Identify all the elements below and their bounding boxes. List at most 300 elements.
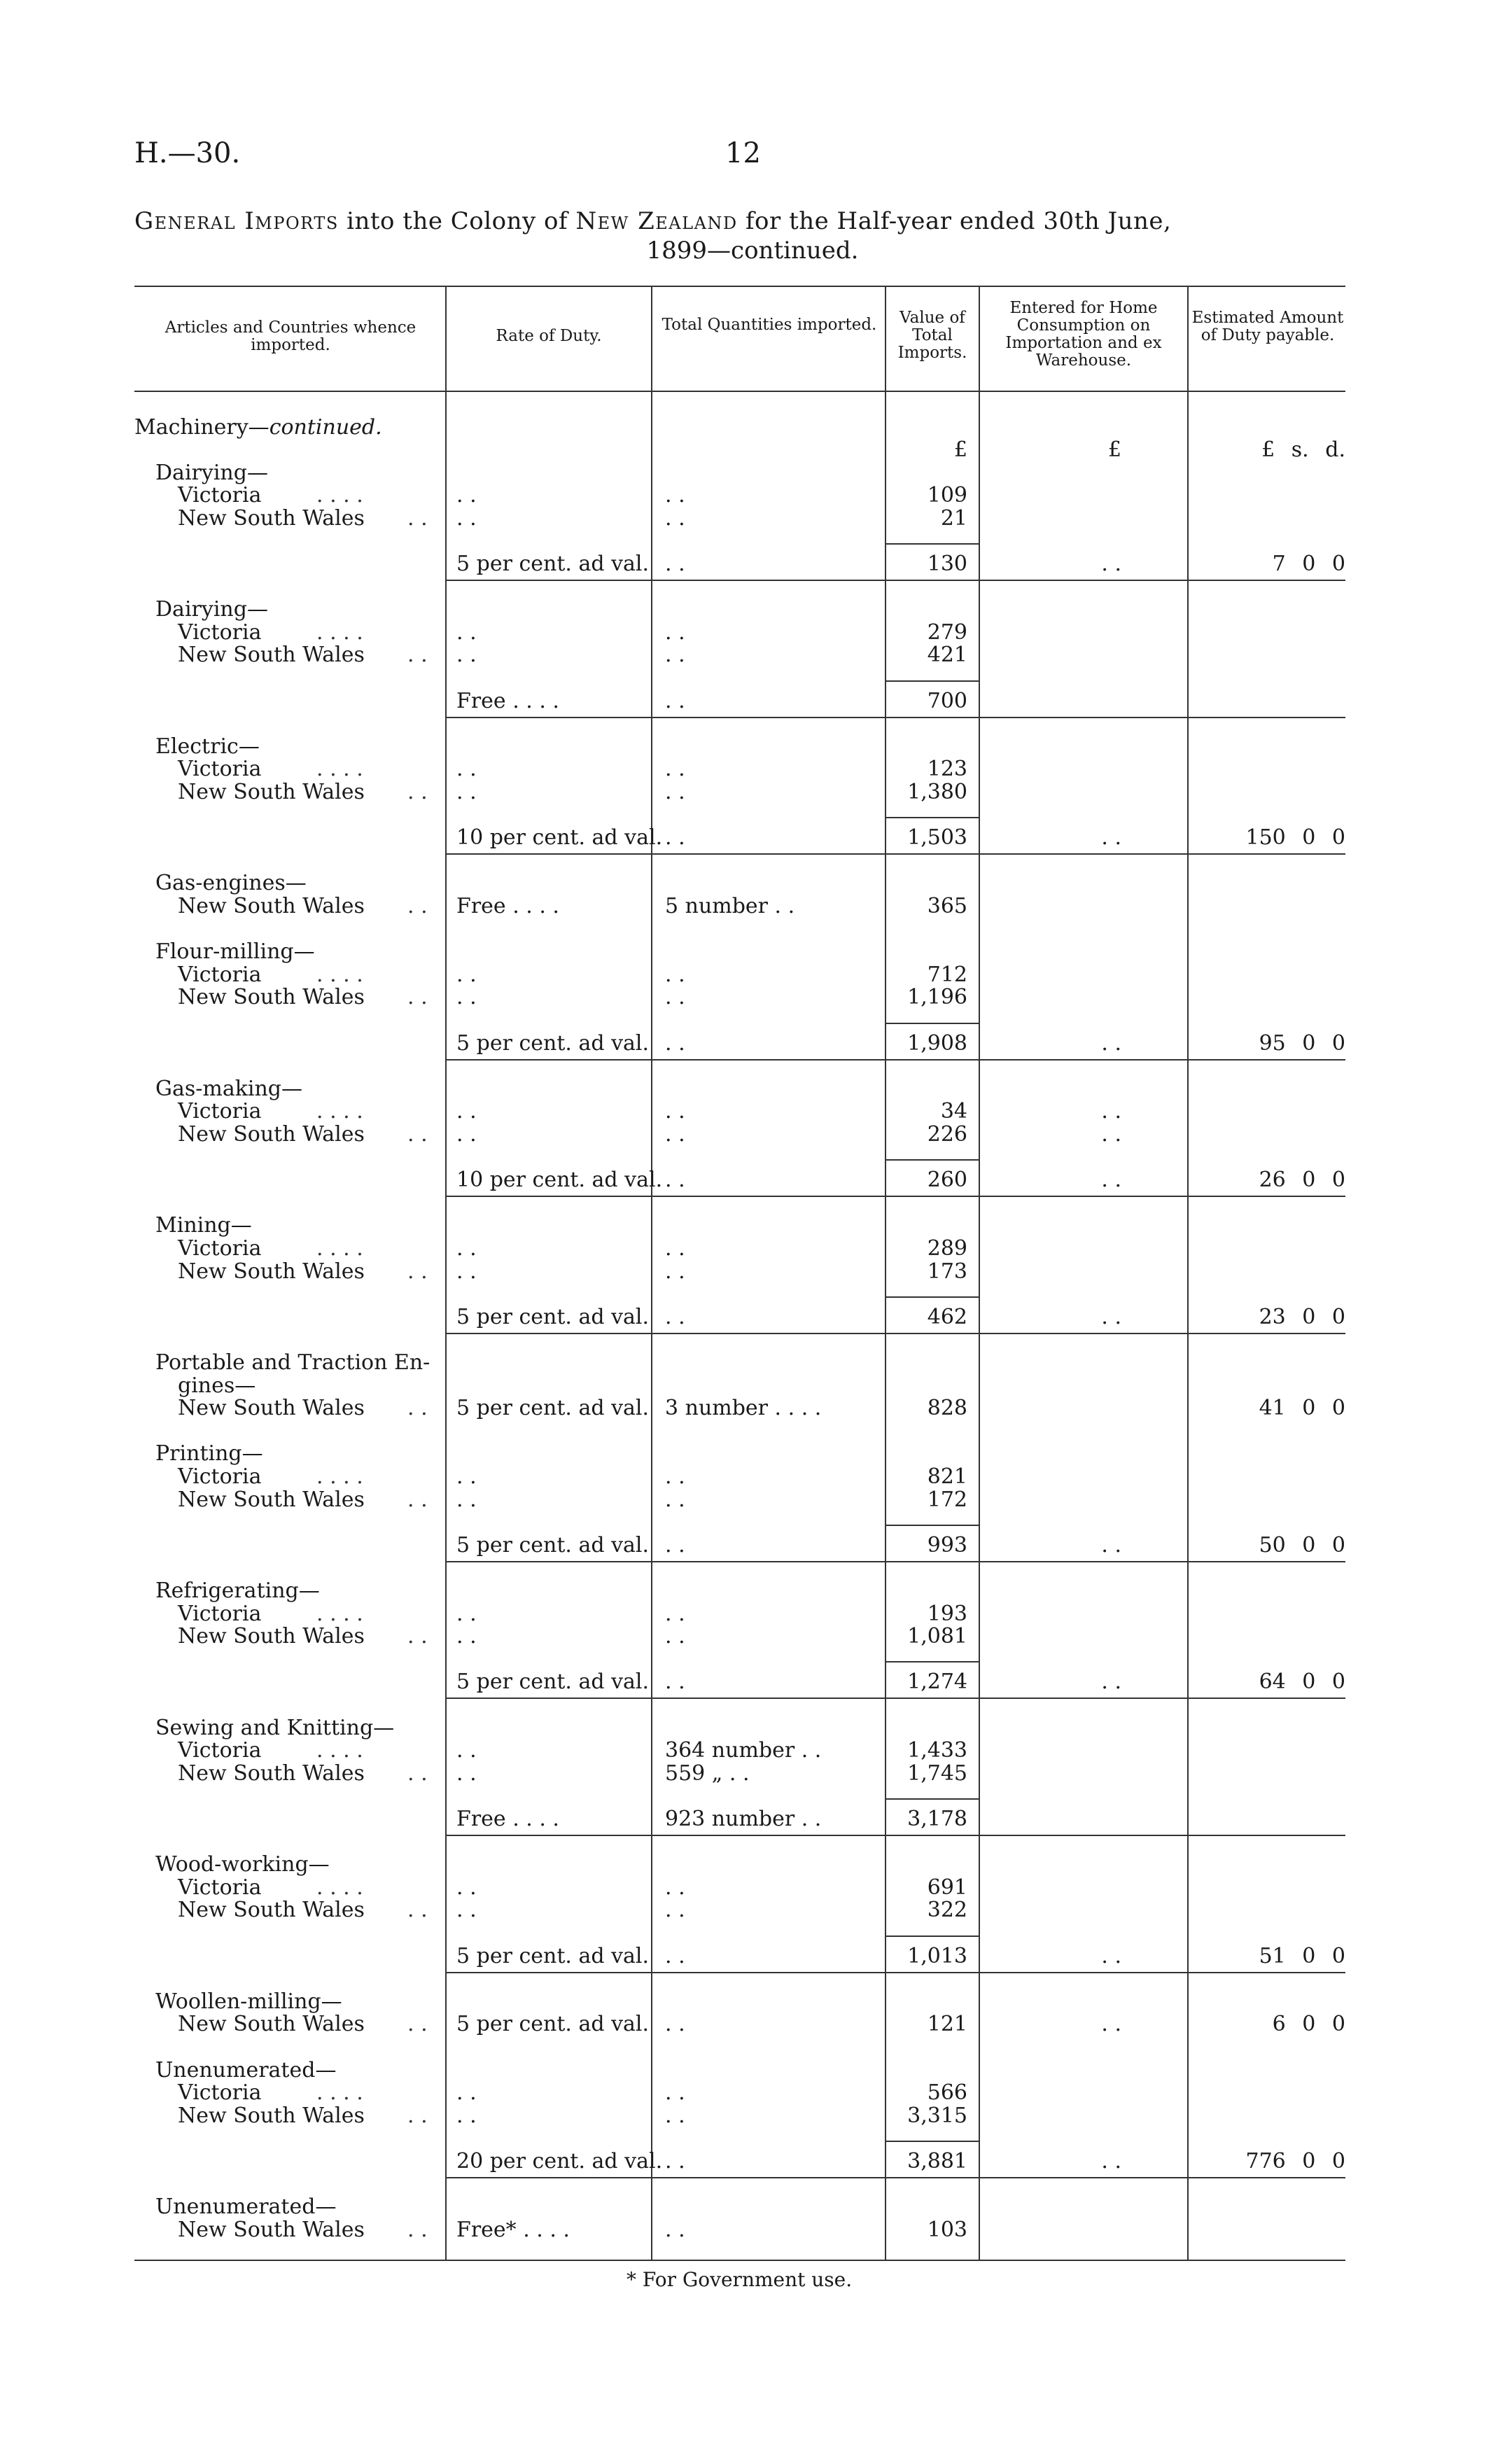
leader-dots: . . (407, 1624, 428, 1648)
rate-of-duty: 20 per cent. ad val. (456, 2149, 663, 2174)
total-value: 1,433 (907, 1738, 967, 1763)
rate-of-duty: . . (456, 1761, 477, 1786)
estimated-duty: 41 0 0 (1259, 1396, 1345, 1420)
total-rule (445, 1196, 651, 1197)
country-label: New South Wales (178, 1761, 365, 1786)
total-rule (445, 1972, 651, 1973)
category-label: Dairying— (155, 597, 268, 622)
leader-dots: . . (407, 985, 428, 1009)
total-value: 172 (927, 1488, 967, 1512)
total-rule (445, 1333, 651, 1334)
table-row (134, 1738, 1345, 1762)
rate-of-duty: . . (456, 1259, 477, 1284)
country-label: Victoria (178, 757, 262, 781)
total-quantity: 5 number . . (665, 894, 795, 918)
home-consumption: . . (1101, 1305, 1121, 1329)
estimated-duty: 26 0 0 (1259, 1168, 1345, 1192)
total-value: 1,745 (907, 1761, 967, 1786)
total-rule (445, 580, 651, 581)
total-rule (445, 853, 651, 855)
category-label: Unenumerated— (155, 2058, 337, 2082)
home-consumption: . . (1101, 552, 1121, 576)
total-quantity: . . (665, 2104, 685, 2128)
category-label: Portable and Traction En- (155, 1350, 430, 1375)
col-header-home: Entered for Home Consumption on Importation and ex Warehouse. (1005, 299, 1162, 370)
estimated-duty: 64 0 0 (1259, 1670, 1345, 1694)
total-quantity: . . (665, 1168, 685, 1192)
total-rule (445, 1561, 651, 1562)
country-label: New South Wales (178, 2218, 365, 2242)
total-value: 322 (927, 1898, 967, 1922)
table-row (134, 1236, 1345, 1260)
total-rule (885, 717, 979, 718)
total-rule (445, 1059, 651, 1060)
total-rule (885, 853, 979, 855)
total-quantity: . . (665, 643, 685, 667)
total-quantity: . . (665, 620, 685, 645)
header-top-rule (134, 286, 1345, 287)
total-rule (445, 2177, 651, 2178)
home-consumption: . . (1101, 1099, 1121, 1124)
total-rule (979, 717, 1187, 718)
category-row (134, 2194, 1345, 2218)
total-value: 365 (927, 894, 967, 918)
rate-of-duty: . . (456, 1602, 477, 1626)
category-row (134, 1578, 1345, 1602)
leader-dots: . . . . (316, 1099, 363, 1124)
leader-dots: . . (407, 780, 428, 804)
total-rule (979, 1059, 1187, 1060)
total-rule (1187, 1835, 1345, 1836)
total-quantity: . . (665, 1898, 685, 1922)
total-rule (885, 1798, 979, 1800)
rate-of-duty: 5 per cent. ad val. (456, 1533, 650, 1558)
total-quantity: . . (665, 962, 685, 987)
rate-of-duty: 5 per cent. ad val. (456, 1305, 650, 1329)
category-label: Gas-making— (155, 1077, 303, 1101)
total-row (134, 1305, 1345, 1329)
total-value: 121 (927, 2012, 967, 2036)
total-rule (1187, 2177, 1345, 2178)
home-consumption: . . (1101, 2012, 1121, 2036)
leader-dots: . . (407, 1259, 428, 1284)
rate-of-duty: 10 per cent. ad val. (456, 825, 663, 850)
category-row (134, 939, 1345, 963)
leader-dots: . . (407, 2104, 428, 2128)
rate-of-duty: . . (456, 1099, 477, 1124)
total-rule (651, 1333, 885, 1334)
total-rule (979, 853, 1187, 855)
duty-currency: £ s. d. (1261, 438, 1345, 462)
category-label: Mining— (155, 1213, 252, 1238)
total-rule (1187, 853, 1345, 855)
country-label: Victoria (178, 1464, 262, 1489)
total-value: 123 (927, 757, 967, 781)
total-rule (651, 717, 885, 718)
total-value: 103 (927, 2218, 967, 2242)
leader-dots: . . . . (316, 1738, 363, 1763)
total-value: 289 (927, 1236, 967, 1261)
rate-of-duty: . . (456, 1875, 477, 1900)
leader-dots: . . (407, 506, 428, 531)
table-row (134, 1624, 1345, 1648)
total-value: 109 (927, 483, 967, 507)
title-general-imports: General Imports (134, 207, 339, 235)
total-value: 21 (940, 506, 967, 531)
total-rule (979, 1835, 1187, 1836)
leader-dots: . . . . (316, 757, 363, 781)
total-rule (1187, 1561, 1345, 1562)
total-value: 226 (927, 1122, 967, 1147)
country-label: New South Wales (178, 1122, 365, 1147)
rate-of-duty: Free . . . . (456, 1807, 559, 1831)
country-label: New South Wales (178, 1488, 365, 1512)
total-rule (979, 1333, 1187, 1334)
table-row (134, 1602, 1345, 1625)
category-label: Wood-working— (155, 1852, 330, 1877)
estimated-duty: 51 0 0 (1259, 1944, 1345, 1968)
total-value: 828 (927, 1396, 967, 1420)
category-row (134, 1852, 1345, 1876)
total-quantity: 923 number . . (665, 1807, 822, 1831)
total-rule (885, 1333, 979, 1334)
total-quantity: 559 „ . . (665, 1761, 750, 1786)
footnote: * For Government use. (626, 2268, 853, 2291)
rate-of-duty: 5 per cent. ad val. (456, 1670, 650, 1694)
total-row (134, 1168, 1345, 1191)
estimated-duty: 23 0 0 (1259, 1305, 1345, 1329)
leader-dots: . . . . (316, 620, 363, 645)
total-rule (979, 580, 1187, 581)
total-quantity: . . (665, 1464, 685, 1489)
home-consumption: . . (1101, 1944, 1121, 1968)
category-label: Sewing and Knitting— (155, 1716, 395, 1740)
home-consumption: . . (1101, 1533, 1121, 1558)
total-value: 712 (927, 962, 967, 987)
col-header-rate: Rate of Duty. (496, 327, 602, 345)
home-consumption: . . (1101, 2149, 1121, 2174)
rate-of-duty: . . (456, 2080, 477, 2105)
leader-dots: . . (407, 1898, 428, 1922)
home-consumption: . . (1101, 1670, 1121, 1694)
total-rule (979, 1972, 1187, 1973)
category-row (134, 1441, 1345, 1465)
category-label: Gas-engines— (155, 871, 307, 895)
country-label: New South Wales (178, 894, 365, 918)
country-label: Victoria (178, 1236, 262, 1261)
total-rule (651, 1561, 885, 1562)
title-new-zealand: New Zealand (575, 207, 738, 235)
leader-dots: . . (407, 2218, 428, 2242)
total-quantity: . . (665, 2218, 685, 2242)
rate-of-duty: . . (456, 757, 477, 781)
total-quantity: . . (665, 1099, 685, 1124)
estimated-duty: 776 0 0 (1245, 2149, 1345, 2174)
total-quantity: . . (665, 1305, 685, 1329)
table-row (134, 962, 1345, 986)
total-quantity: . . (665, 780, 685, 804)
country-label: Victoria (178, 1738, 262, 1763)
country-label: Victoria (178, 483, 262, 507)
table-row (134, 2218, 1345, 2241)
table-title-line2 (0, 237, 1505, 265)
rate-of-duty: 10 per cent. ad val. (456, 1168, 663, 1192)
country-label: Victoria (178, 1875, 262, 1900)
country-label: gines— (178, 1373, 256, 1398)
total-rule (885, 817, 979, 818)
section-heading: Machinery—continued. (134, 415, 382, 440)
total-rule (445, 717, 651, 718)
category-row (134, 871, 1345, 895)
total-row (134, 825, 1345, 849)
total-value: 173 (927, 1259, 967, 1284)
category-label: Printing— (155, 1441, 263, 1466)
total-rule (885, 1159, 979, 1161)
total-quantity: . . (665, 825, 685, 850)
country-label: Victoria (178, 1099, 262, 1124)
total-quantity: 3 number . . . . (665, 1396, 822, 1420)
total-rule (445, 1835, 651, 1836)
total-quantity: . . (665, 1624, 685, 1648)
table-row (134, 643, 1345, 666)
total-value: 3,315 (907, 2104, 967, 2128)
total-quantity: 364 number . . (665, 1738, 822, 1763)
total-quantity: . . (665, 2012, 685, 2036)
total-quantity: . . (665, 1875, 685, 1900)
table-row (134, 620, 1345, 644)
total-rule (445, 1698, 651, 1699)
leader-dots: . . . . (316, 2080, 363, 2105)
rate-of-duty: . . (456, 483, 477, 507)
estimated-duty: 6 0 0 (1272, 2012, 1345, 2036)
table-row (134, 483, 1345, 507)
header-bottom-rule (134, 391, 1345, 392)
category-label: Refrigerating— (155, 1578, 320, 1603)
total-rule (885, 1023, 979, 1024)
total-rule (885, 1972, 979, 1973)
total-rule (885, 580, 979, 581)
table-row (134, 1396, 1345, 1420)
rate-of-duty: . . (456, 1122, 477, 1147)
total-quantity: . . (665, 1236, 685, 1261)
country-label: New South Wales (178, 2012, 365, 2036)
total-rule (1187, 1698, 1345, 1699)
total-row (134, 552, 1345, 575)
rate-of-duty: Free* . . . . (456, 2218, 570, 2242)
total-quantity: . . (665, 2080, 685, 2105)
leader-dots: . . . . (316, 1236, 363, 1261)
home-consumption: . . (1101, 825, 1121, 850)
total-rule (885, 1661, 979, 1662)
total-value: 260 (927, 1168, 967, 1192)
category-row (134, 2058, 1345, 2082)
title-period: for the Half-year ended 30th June, (737, 207, 1172, 235)
leader-dots: . . . . (316, 1875, 363, 1900)
rate-of-duty: 5 per cent. ad val. (456, 1944, 650, 1968)
leader-dots: . . (407, 1488, 428, 1512)
total-rule (979, 1698, 1187, 1699)
total-rule (885, 1698, 979, 1699)
total-quantity: . . (665, 689, 685, 713)
section-continued: continued. (269, 415, 382, 440)
total-quantity: . . (665, 757, 685, 781)
country-label: New South Wales (178, 2104, 365, 2128)
table-row (134, 2080, 1345, 2104)
col-header-value: Value of Total Imports. (897, 309, 967, 362)
total-quantity: . . (665, 506, 685, 531)
leader-dots: . . . . (316, 1602, 363, 1626)
country-label: Victoria (178, 620, 262, 645)
home-consumption: . . (1101, 1122, 1121, 1147)
category-label: Woollen-milling— (155, 1989, 342, 2014)
total-rule (885, 543, 979, 545)
page-number: 12 (725, 137, 761, 169)
total-quantity: . . (665, 1259, 685, 1284)
category-label: Unenumerated— (155, 2194, 337, 2219)
country-label: New South Wales (178, 1898, 365, 1922)
total-rule (1187, 1972, 1345, 1973)
table-title (134, 207, 1171, 235)
table-row (134, 1373, 1345, 1397)
title-into: into the Colony of (338, 207, 576, 235)
total-rule (651, 1059, 885, 1060)
total-rule (885, 1296, 979, 1298)
rate-of-duty: . . (456, 985, 477, 1009)
estimated-duty: 7 0 0 (1272, 552, 1345, 576)
category-row (134, 1077, 1345, 1100)
leader-dots: . . . . (316, 962, 363, 987)
country-label: Victoria (178, 962, 262, 987)
total-value: 1,908 (907, 1031, 967, 1056)
table-row (134, 1761, 1345, 1785)
country-label: New South Wales (178, 643, 365, 667)
total-value: 821 (927, 1464, 967, 1489)
total-quantity: . . (665, 1670, 685, 1694)
total-rule (651, 580, 885, 581)
rate-of-duty: Free . . . . (456, 689, 559, 713)
total-rule (885, 680, 979, 682)
category-row (134, 461, 1345, 484)
total-rule (651, 1835, 885, 1836)
total-rule (651, 2177, 885, 2178)
table-row (134, 1875, 1345, 1899)
total-rule (885, 2141, 979, 2142)
total-value: 993 (927, 1533, 967, 1558)
leader-dots: . . (407, 1761, 428, 1786)
rate-of-duty: . . (456, 2104, 477, 2128)
rate-of-duty: 5 per cent. ad val. (456, 1396, 650, 1420)
total-rule (651, 1196, 885, 1197)
table-row (134, 780, 1345, 804)
leader-dots: . . (407, 1396, 428, 1420)
table-row (134, 1464, 1345, 1488)
table-row (134, 1898, 1345, 1921)
total-value: 279 (927, 620, 967, 645)
total-rule (651, 853, 885, 855)
total-row (134, 1807, 1345, 1830)
leader-dots: . . (407, 643, 428, 667)
leader-dots: . . . . (316, 483, 363, 507)
leader-dots: . . (407, 894, 428, 918)
category-label: Electric— (155, 734, 260, 759)
table-row (134, 2104, 1345, 2127)
table-bottom-rule (134, 2260, 1345, 2261)
total-value: 700 (927, 689, 967, 713)
leader-dots: . . (407, 1122, 428, 1147)
total-rule (885, 1525, 979, 1526)
title-year: 1899—continued. (646, 237, 859, 265)
total-rule (651, 1972, 885, 1973)
total-value: 193 (927, 1602, 967, 1626)
total-quantity: . . (665, 2149, 685, 2174)
total-row (134, 1031, 1345, 1055)
country-label: New South Wales (178, 780, 365, 804)
total-value: 1,503 (907, 825, 967, 850)
table-row (134, 2012, 1345, 2036)
total-quantity: . . (665, 1944, 685, 1968)
total-row (134, 1670, 1345, 1693)
category-row (134, 597, 1345, 621)
total-row (134, 2149, 1345, 2173)
page-reference: H.—30. (134, 137, 241, 169)
country-label: New South Wales (178, 1396, 365, 1420)
total-value: 34 (940, 1099, 967, 1124)
leader-dots: . . . . (316, 1464, 363, 1489)
country-label: New South Wales (178, 1624, 365, 1648)
total-quantity: . . (665, 1602, 685, 1626)
rate-of-duty: Free . . . . (456, 894, 559, 918)
rate-of-duty: . . (456, 506, 477, 531)
home-consumption: . . (1101, 1168, 1121, 1192)
total-rule (1187, 1196, 1345, 1197)
home-currency: £ (1107, 438, 1121, 462)
total-value: 1,274 (907, 1670, 967, 1694)
country-label: New South Wales (178, 506, 365, 531)
total-rule (1187, 717, 1345, 718)
total-quantity: . . (665, 1031, 685, 1056)
total-rule (885, 1059, 979, 1060)
category-row (134, 1716, 1345, 1740)
total-quantity: . . (665, 1533, 685, 1558)
total-rule (1187, 1059, 1345, 1060)
total-quantity: . . (665, 552, 685, 576)
total-rule (1187, 1333, 1345, 1334)
total-rule (979, 2177, 1187, 2178)
total-value: 1,013 (907, 1944, 967, 1968)
rate-of-duty: . . (456, 1236, 477, 1261)
total-rule (885, 1561, 979, 1562)
estimated-duty: 95 0 0 (1259, 1031, 1345, 1056)
total-value: 462 (927, 1305, 967, 1329)
rate-of-duty: . . (456, 780, 477, 804)
rate-of-duty: . . (456, 643, 477, 667)
total-value: 1,081 (907, 1624, 967, 1648)
total-value: 1,380 (907, 780, 967, 804)
col-header-duty: Estimated Amount of Duty payable. (1191, 309, 1344, 344)
country-label: New South Wales (178, 1259, 365, 1284)
rate-of-duty: . . (456, 1898, 477, 1922)
total-row (134, 689, 1345, 713)
total-rule (885, 1835, 979, 1836)
col-header-quantities: Total Quantities imported. (662, 316, 877, 334)
total-value: 3,881 (907, 2149, 967, 2174)
total-quantity: . . (665, 1122, 685, 1147)
rate-of-duty: . . (456, 1464, 477, 1489)
category-label: Flour-milling— (155, 939, 315, 964)
estimated-duty: 150 0 0 (1245, 825, 1345, 850)
total-value: 421 (927, 643, 967, 667)
rate-of-duty: . . (456, 1624, 477, 1648)
